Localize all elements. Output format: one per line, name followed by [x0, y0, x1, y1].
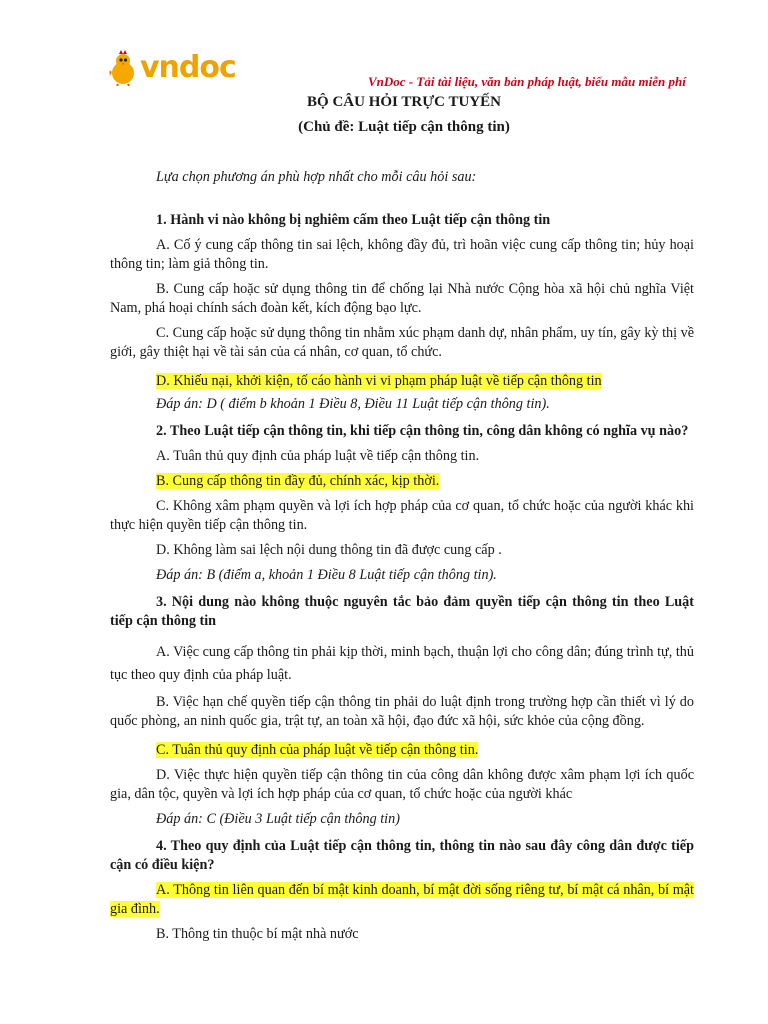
logo-wordmark: vndoc [140, 50, 236, 85]
question-3-option-a: A. Việc cung cấp thông tin phải kịp thời, minh bạch, thuận lợi cho công dân; đúng trình tự, thủ tục theo quy định của pháp luật. [110, 644, 694, 683]
question-3-option-b: B. Việc hạn chế quyền tiếp cận thông tin phải do luật định trong trường hợp cần thiết vì lý do quốc phòng, an ninh quốc gia, trật tự, an toàn xã hội, đạo đức xã hội, sức khỏe của cộng đồng. [110, 694, 694, 729]
question-4-option-b: B. Thông tin thuộc bí mật nhà nước [156, 926, 359, 942]
document-body [110, 168, 694, 950]
chicken-mascot-icon [108, 50, 138, 86]
question-2-answer: Đáp án: B (điểm a, khoản 1 Điều 8 Luật tiếp cận thông tin). [156, 567, 497, 583]
question-4-option-a-correct: A. Thông tin liên quan đến bí mật kinh doanh, bí mật đời sống riêng tư, bí mật cá nhân, bí mật gia đình. [110, 882, 694, 917]
page-title: BỘ CÂU HỎI TRỰC TUYẾN [307, 94, 501, 110]
question-1: 1. Hành vi nào không bị nghiêm cấm theo Luật tiếp cận thông tin [156, 212, 551, 228]
question-2-option-d: D. Không làm sai lệch nội dung thông tin đã được cung cấp . [156, 542, 502, 558]
question-3-answer: Đáp án: C (Điều 3 Luật tiếp cận thông tin) [156, 811, 400, 827]
question-2-option-a: A. Tuân thủ quy định của pháp luật về tiếp cận thông tin. [156, 448, 480, 464]
question-4: 4. Theo quy định của Luật tiếp cận thông tin, thông tin nào sau đây công dân được tiếp cận có điều kiện? [110, 838, 694, 873]
page-subtitle: (Chủ đề: Luật tiếp cận thông tin) [298, 119, 510, 135]
instruction-text: Lựa chọn phương án phù hợp nhất cho mỗi câu hỏi sau: [156, 169, 477, 185]
question-1-answer: Đáp án: D ( điểm b khoản 1 Điều 8, Điều 11 Luật tiếp cận thông tin). [156, 396, 550, 412]
page-header [0, 0, 768, 100]
question-2: 2. Theo Luật tiếp cận thông tin, khi tiếp cận thông tin, công dân không có nghĩa vụ nào? [156, 423, 689, 439]
question-2-option-c: C. Không xâm phạm quyền và lợi ích hợp pháp của cơ quan, tổ chức hoặc của người khác khi thực hiện quyền tiếp cận thông tin. [110, 498, 694, 533]
header-tagline[interactable]: VnDoc - Tải tài liệu, văn bản pháp luật, biểu mẫu miễn phí [368, 74, 686, 89]
question-1-option-a: A. Cố ý cung cấp thông tin sai lệch, không đầy đủ, trì hoãn việc cung cấp thông tin; hủy hoại thông tin; làm giả thông tin. [110, 237, 694, 272]
vndoc-logo [108, 50, 236, 86]
question-3: 3. Nội dung nào không thuộc nguyên tắc bảo đảm quyền tiếp cận thông tin theo Luật tiếp cận thông tin [110, 594, 694, 629]
question-1-option-c: C. Cung cấp hoặc sử dụng thông tin nhằm xúc phạm danh dự, nhân phẩm, uy tín, gây kỳ thị về giới, gây thiệt hại về tài sản của cá nhân, cơ quan, tổ chức. [110, 325, 694, 360]
question-1-option-d-correct: D. Khiếu nại, khởi kiện, tố cáo hành vi vi phạm pháp luật về tiếp cận thông tin [156, 373, 602, 389]
question-3-option-c-correct: C. Tuân thủ quy định của pháp luật về tiếp cận thông tin. [156, 742, 479, 758]
question-2-option-b-correct: B. Cung cấp thông tin đầy đủ, chính xác, kịp thời. [156, 473, 440, 489]
question-1-option-b: B. Cung cấp hoặc sử dụng thông tin để chống lại Nhà nước Cộng hòa xã hội chủ nghĩa Việt Nam, phá hoại chính sách đoàn kết, kích động bạo lực. [110, 281, 694, 316]
question-3-option-d: D. Việc thực hiện quyền tiếp cận thông tin của công dân không được xâm phạm lợi ích quốc gia, dân tộc, quyền và lợi ích hợp pháp của cơ quan, tổ chức hoặc của người khác [110, 767, 694, 802]
